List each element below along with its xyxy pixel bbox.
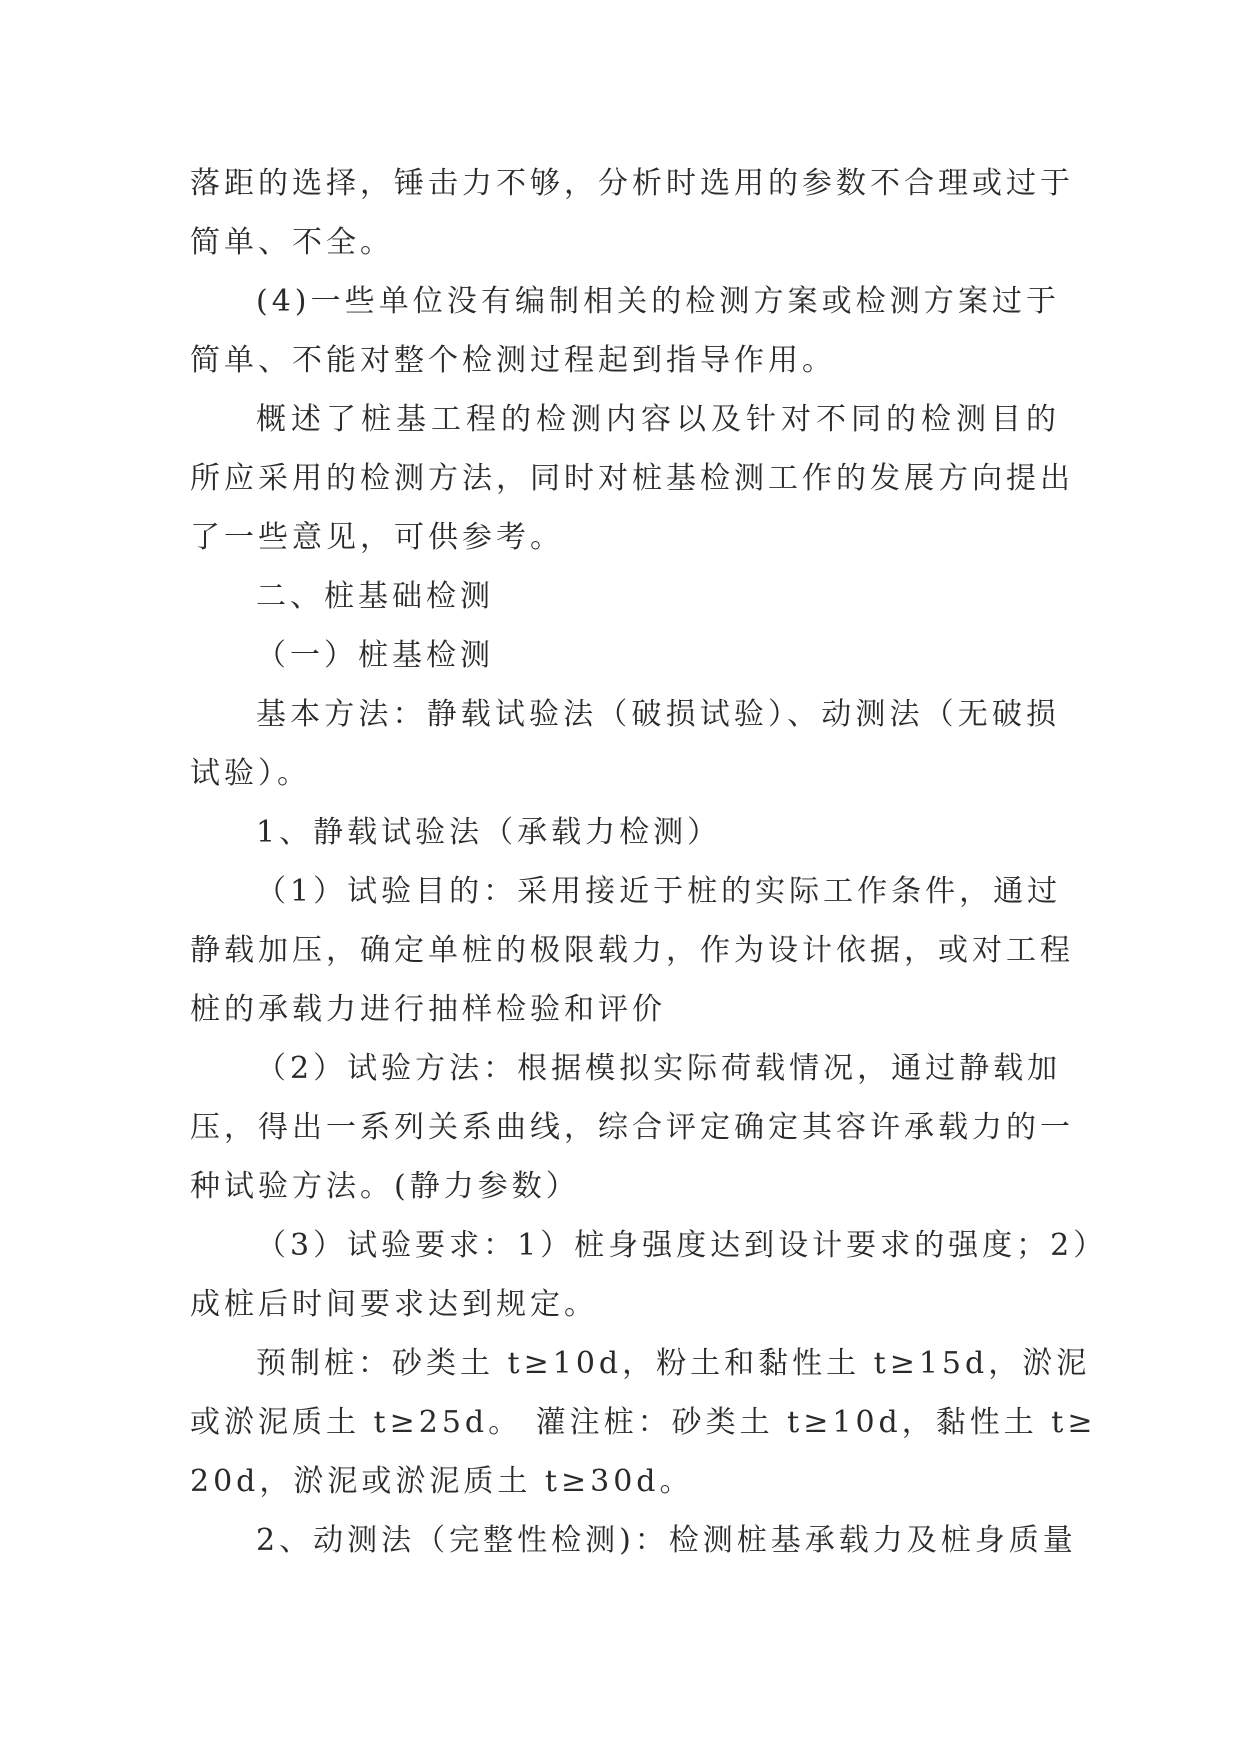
- text-line: 预制桩：砂类土 t≥10d，粉土和黏性土 t≥15d，淤泥: [256, 1346, 1091, 1381]
- numbered-heading: 2、动测法（完整性检测)：检测桩基承载力及桩身质量: [256, 1523, 1077, 1558]
- text-line: 或淤泥质土 t≥25d。 灌注桩：砂类土 t≥10d，黏性土 t≥: [190, 1405, 1097, 1440]
- text-line: （1）试验目的：采用接近于桩的实际工作条件，通过: [256, 874, 1062, 909]
- text-line: 简单、不能对整个检测过程起到指导作用。: [190, 343, 836, 378]
- text-line: 成桩后时间要求达到规定。: [190, 1287, 598, 1322]
- text-line: （2）试验方法：根据模拟实际荷载情况，通过静载加: [256, 1051, 1062, 1086]
- text-line: 种试验方法。(静力参数）: [190, 1169, 580, 1204]
- text-line: 了一些意见，可供参考。: [190, 520, 564, 555]
- text-line: 基本方法：静载试验法（破损试验）、动测法（无破损: [256, 697, 1060, 732]
- text-line: 压，得出一系列关系曲线，综合评定确定其容许承载力的一: [190, 1110, 1074, 1145]
- text-line: 概述了桩基工程的检测内容以及针对不同的检测目的: [256, 402, 1060, 437]
- text-line: 落距的选择，锤击力不够，分析时选用的参数不合理或过于: [190, 166, 1074, 201]
- text-line: 所应采用的检测方法，同时对桩基检测工作的发展方向提出: [190, 461, 1074, 496]
- text-line: 桩的承载力进行抽样检验和评价: [190, 992, 666, 1027]
- text-line: 静载加压，确定单桩的极限载力，作为设计依据，或对工程: [190, 933, 1074, 968]
- text-line: 简单、不全。: [190, 225, 394, 260]
- text-line: (4)一些单位没有编制相关的检测方案或检测方案过于: [256, 284, 1060, 319]
- section-heading: 二、桩基础检测: [256, 579, 494, 614]
- text-line: 20d，淤泥或淤泥质土 t≥30d。: [190, 1464, 694, 1499]
- numbered-heading: 1、静载试验法（承载力检测）: [256, 815, 722, 850]
- text-line: （3）试验要求：1）桩身强度达到设计要求的强度；2）: [256, 1228, 1108, 1263]
- text-line: 试验）。: [190, 756, 311, 791]
- subsection-heading: （一）桩基检测: [256, 638, 494, 673]
- document-body: [190, 154, 1108, 1570]
